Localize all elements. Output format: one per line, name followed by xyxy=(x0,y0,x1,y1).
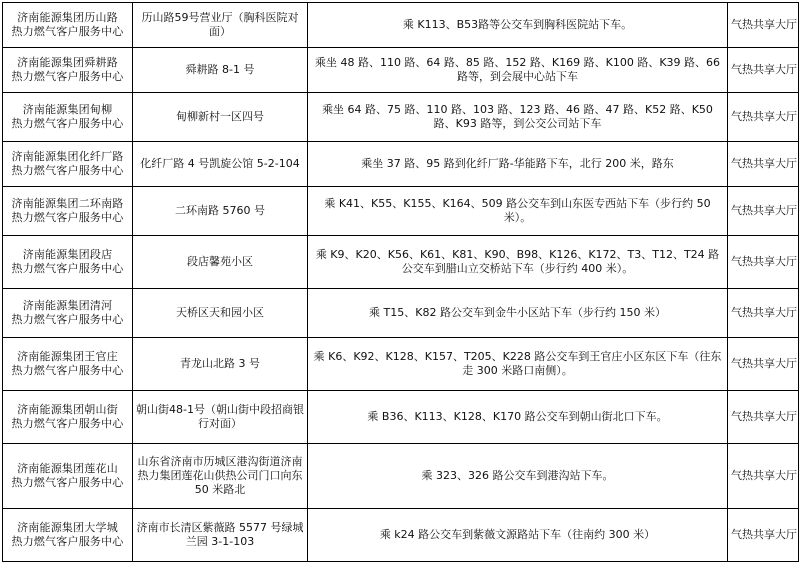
table-row xyxy=(3,338,799,391)
service-center-name-cell xyxy=(3,289,133,338)
address-cell: 天桥区天和园小区 xyxy=(133,289,308,338)
hall-type-cell: 气热共享大厅 xyxy=(728,444,799,509)
service-center-name-line2: 热力燃气客户服务中心 xyxy=(11,313,124,326)
service-center-name-line2: 热力燃气客户服务中心 xyxy=(11,211,124,224)
table-row xyxy=(3,187,799,236)
route-cell: 乘 K6、K92、K128、K157、T205、K228 路公交车到王官庄小区东区下车（往东走 300 米路口南侧）。 xyxy=(308,338,728,391)
route-cell: 乘 T15、K82 路公交车到金牛小区站下车（步行约 150 米） xyxy=(308,289,728,338)
address-cell: 青龙山北路 3 号 xyxy=(133,338,308,391)
hall-type-cell: 气热共享大厅 xyxy=(728,236,799,289)
service-center-name-line1: 济南能源集团王官庄 xyxy=(17,350,118,364)
table-body xyxy=(3,3,799,562)
service-center-name-cell xyxy=(3,338,133,391)
route-cell: 乘 k24 路公交车到紫薇文源路站下车（往南约 300 米） xyxy=(308,509,728,562)
route-cell: 乘 K41、K55、K155、K164、509 路公交车到山东医专西站下车（步行约 50 米）。 xyxy=(308,187,728,236)
address-cell: 段店馨苑小区 xyxy=(133,236,308,289)
service-center-name-line1: 济南能源集团二环南路 xyxy=(11,197,124,211)
service-center-name-line1: 济南能源集团舜耕路 xyxy=(17,56,118,70)
table-row xyxy=(3,509,799,562)
address-cell: 甸柳新村一区四号 xyxy=(133,93,308,142)
service-center-name-cell xyxy=(3,236,133,289)
route-cell: 乘 323、326 路公交车到港沟站下车。 xyxy=(308,444,728,509)
service-center-name-cell xyxy=(3,3,133,48)
table-row xyxy=(3,48,799,93)
address-cell: 历山路59号营业厅（胸科医院对面） xyxy=(133,3,308,48)
table-row xyxy=(3,93,799,142)
hall-type-cell: 气热共享大厅 xyxy=(728,93,799,142)
hall-type-cell: 气热共享大厅 xyxy=(728,3,799,48)
address-cell: 朝山街48-1号（朝山街中段招商银行对面） xyxy=(133,391,308,444)
service-center-name-cell xyxy=(3,48,133,93)
service-center-name-line1: 济南能源集团历山路 xyxy=(17,11,118,25)
service-center-name-line2: 热力燃气客户服务中心 xyxy=(11,25,124,38)
service-center-name-line2: 热力燃气客户服务中心 xyxy=(11,364,124,377)
service-center-name-line1: 济南能源集团清河 xyxy=(22,299,113,313)
address-cell: 山东省济南市历城区港沟街道济南热力集团莲花山供热公司门口向东50 米路北 xyxy=(133,444,308,509)
hall-type-cell: 气热共享大厅 xyxy=(728,142,799,187)
table-row xyxy=(3,444,799,509)
address-cell: 舜耕路 8-1 号 xyxy=(133,48,308,93)
hall-type-cell: 气热共享大厅 xyxy=(728,289,799,338)
service-center-name-line1: 济南能源集团大学城 xyxy=(17,521,118,535)
table-row xyxy=(3,236,799,289)
route-cell: 乘 K9、K20、K56、K61、K81、K90、B98、K126、K172、T3、T12、T24 路公交车到腊山立交桥站下车（步行约 400 米）。 xyxy=(308,236,728,289)
service-center-name-cell xyxy=(3,391,133,444)
service-center-name-cell xyxy=(3,509,133,562)
route-cell: 乘 K113、B53路等公交车到胸科医院站下车。 xyxy=(308,3,728,48)
address-cell: 化纤厂路 4 号凯旋公馆 5-2-104 xyxy=(133,142,308,187)
service-center-name-line2: 热力燃气客户服务中心 xyxy=(11,117,124,130)
table-row xyxy=(3,289,799,338)
service-center-name-cell xyxy=(3,444,133,509)
service-center-name-line2: 热力燃气客户服务中心 xyxy=(11,535,124,548)
service-center-name-line1: 济南能源集团段店 xyxy=(22,248,113,262)
hall-type-cell: 气热共享大厅 xyxy=(728,509,799,562)
service-center-name-line1: 济南能源集团朝山街 xyxy=(17,403,118,417)
service-center-name-line2: 热力燃气客户服务中心 xyxy=(11,417,124,430)
hall-type-cell: 气热共享大厅 xyxy=(728,187,799,236)
table-row xyxy=(3,3,799,48)
hall-type-cell: 气热共享大厅 xyxy=(728,338,799,391)
service-center-name-line1: 济南能源集团化纤厂路 xyxy=(11,150,124,164)
hall-type-cell: 气热共享大厅 xyxy=(728,391,799,444)
route-cell: 乘坐 48 路、110 路、64 路、85 路、152 路、K169 路、K100 路、K39 路、66 路等，到会展中心站下车 xyxy=(308,48,728,93)
service-center-name-line1: 济南能源集团甸柳 xyxy=(22,103,113,117)
service-center-name-line2: 热力燃气客户服务中心 xyxy=(11,262,124,275)
service-center-name-cell xyxy=(3,93,133,142)
address-cell: 二环南路 5760 号 xyxy=(133,187,308,236)
table-row xyxy=(3,142,799,187)
service-center-name-line2: 热力燃气客户服务中心 xyxy=(11,70,124,83)
table-row xyxy=(3,391,799,444)
service-center-name-line2: 热力燃气客户服务中心 xyxy=(11,476,124,489)
hall-type-cell: 气热共享大厅 xyxy=(728,48,799,93)
route-cell: 乘坐 37 路、95 路到化纤厂路-华能路下车，北行 200 米，路东 xyxy=(308,142,728,187)
service-center-name-cell xyxy=(3,142,133,187)
route-cell: 乘坐 64 路、75 路、110 路、103 路、123 路、46 路、47 路、K52 路、K50 路、K93 路等，到公交公司站下车 xyxy=(308,93,728,142)
route-cell: 乘 B36、K113、K128、K170 路公交车到朝山街北口下车。 xyxy=(308,391,728,444)
service-center-name-line2: 热力燃气客户服务中心 xyxy=(11,164,124,177)
service-center-name-line1: 济南能源集团莲花山 xyxy=(17,462,118,476)
service-center-table xyxy=(2,2,799,562)
service-center-name-cell xyxy=(3,187,133,236)
address-cell: 济南市长清区紫薇路 5577 号绿城兰园 3-1-103 xyxy=(133,509,308,562)
